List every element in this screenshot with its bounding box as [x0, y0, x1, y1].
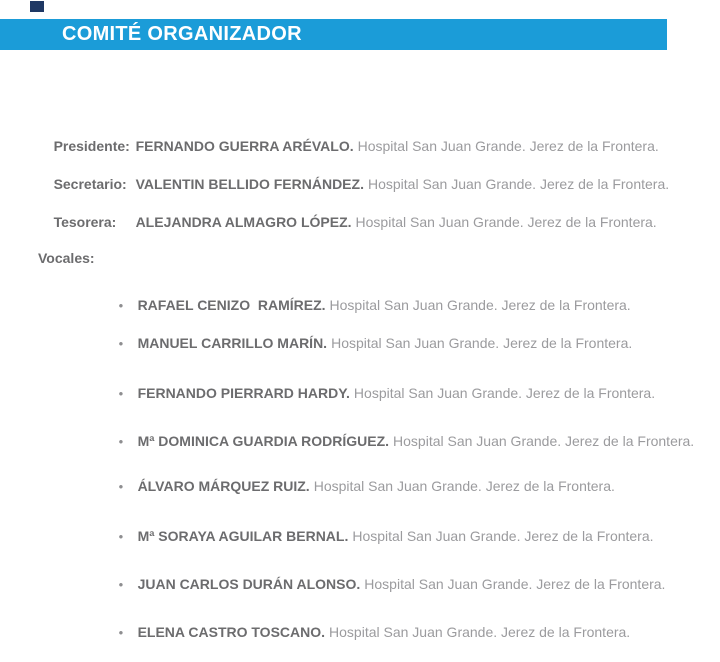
- vocal-list-item: [103, 417, 694, 465]
- vocal-list-item: [103, 560, 665, 608]
- officer-affiliation: Hospital San Juan Grande. Jerez de la Frontera.: [357, 138, 659, 154]
- bullet-icon: •: [118, 479, 124, 494]
- vocal-affiliation: Hospital San Juan Grande. Jerez de la Frontera.: [329, 624, 631, 640]
- bullet-icon: •: [118, 386, 124, 401]
- vocal-name: RAFAEL CENIZO RAMÍREZ.: [137, 297, 326, 313]
- vocal-affiliation: Hospital San Juan Grande. Jerez de la Frontera.: [313, 478, 615, 494]
- bullet-icon: •: [118, 625, 124, 640]
- vocal-list-item: [103, 462, 615, 510]
- vocal-list-item: [103, 319, 632, 367]
- officer-name: ALEJANDRA ALMAGRO LÓPEZ.: [135, 214, 352, 230]
- accent-square: [30, 1, 44, 12]
- vocal-affiliation: Hospital San Juan Grande. Jerez de la Frontera.: [331, 335, 633, 351]
- bullet-icon: •: [118, 577, 124, 592]
- vocal-name: FERNANDO PIERRARD HARDY.: [137, 385, 350, 401]
- officer-row-tesorera: [38, 198, 657, 246]
- vocal-name: ÁLVARO MÁRQUEZ RUIZ.: [137, 478, 310, 494]
- vocal-name: Mª SORAYA AGUILAR BERNAL.: [137, 528, 349, 544]
- bullet-icon: •: [118, 434, 124, 449]
- bullet-icon: •: [118, 529, 124, 544]
- role-label: Tesorera:: [53, 214, 117, 230]
- vocal-name: MANUEL CARRILLO MARÍN.: [137, 335, 328, 351]
- vocal-name: Mª DOMINICA GUARDIA RODRÍGUEZ.: [137, 433, 390, 449]
- officer-affiliation: Hospital San Juan Grande. Jerez de la Frontera.: [367, 176, 670, 192]
- vocal-affiliation: Hospital San Juan Grande. Jerez de la Frontera.: [353, 385, 656, 401]
- vocal-list-item: [103, 608, 630, 656]
- vocal-affiliation: Hospital San Juan Grande. Jerez de la Frontera.: [352, 528, 654, 544]
- vocal-name: ELENA CASTRO TOSCANO.: [137, 624, 326, 640]
- vocal-name: JUAN CARLOS DURÁN ALONSO.: [137, 576, 361, 592]
- officer-name: VALENTIN BELLIDO FERNÁNDEZ.: [135, 176, 364, 192]
- bullet-icon: •: [118, 298, 124, 313]
- vocal-affiliation: Hospital San Juan Grande. Jerez de la Frontera.: [393, 433, 695, 449]
- role-label: Presidente:: [53, 138, 130, 154]
- vocales-label: Vocales:: [38, 250, 95, 266]
- vocal-list-item: [103, 369, 655, 417]
- title-bar: [0, 19, 667, 50]
- page-title: COMITÉ ORGANIZADOR: [62, 23, 302, 45]
- officer-affiliation: Hospital San Juan Grande. Jerez de la Frontera.: [355, 214, 657, 230]
- bullet-icon: •: [118, 336, 124, 351]
- vocal-affiliation: Hospital San Juan Grande. Jerez de la Frontera.: [329, 297, 631, 313]
- role-label: Secretario:: [53, 176, 127, 192]
- officer-name: FERNANDO GUERRA ARÉVALO.: [135, 138, 354, 154]
- vocal-list-item: [103, 512, 654, 560]
- vocal-affiliation: Hospital San Juan Grande. Jerez de la Frontera.: [364, 576, 666, 592]
